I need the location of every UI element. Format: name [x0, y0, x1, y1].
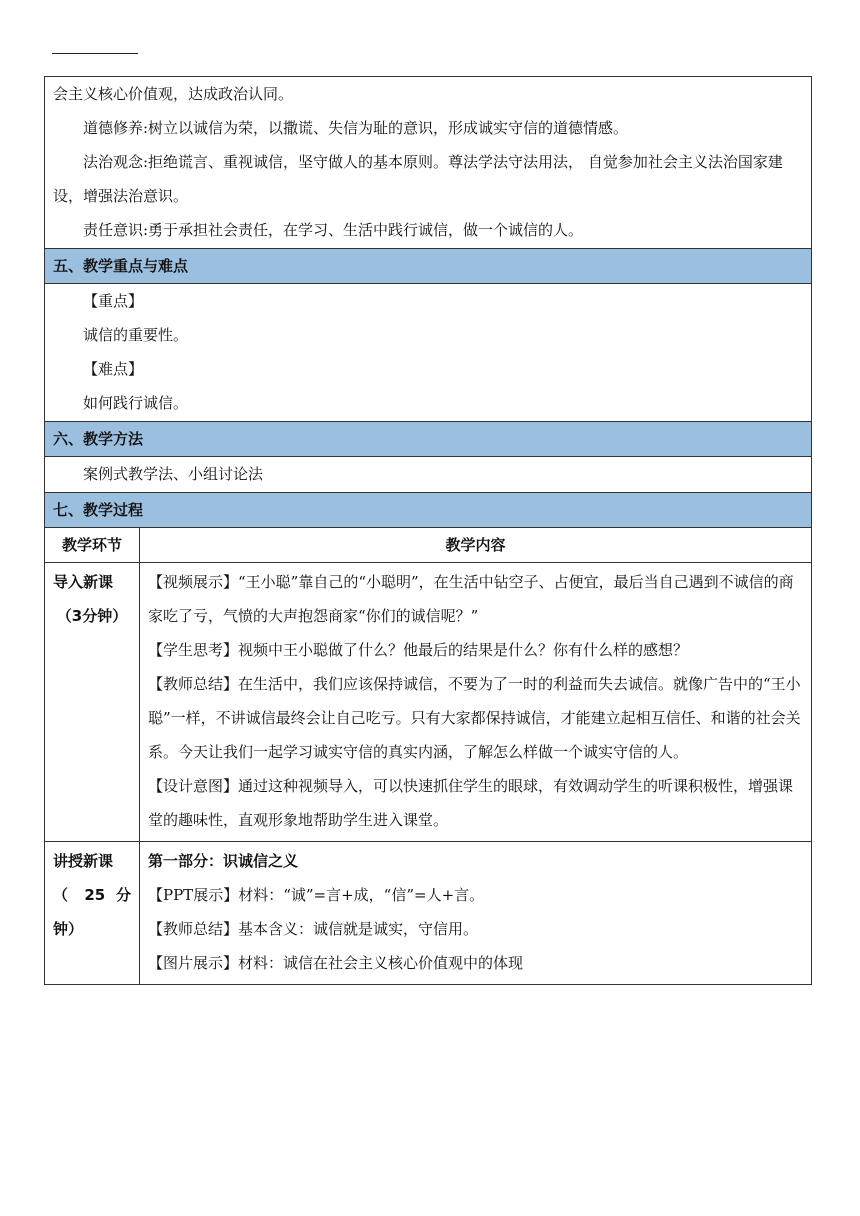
- header-rule: [52, 53, 138, 54]
- section-header-row: [45, 493, 812, 528]
- objective-line: 道德修养:树立以诚信为荣，以撒谎、失信为耻的意识，形成诚实守信的道德情感。: [83, 119, 629, 137]
- objectives-row: [45, 77, 812, 249]
- content-paragraph: 【图片展示】材料：诚信在社会主义核心价值观中的体现: [148, 954, 524, 972]
- methods-row: [45, 457, 812, 493]
- column-header-row: [45, 528, 812, 563]
- column-header-segment: 教学环节: [45, 528, 140, 563]
- segment-name: 讲授新课: [53, 852, 114, 870]
- objective-line: 会主义核心价值观，达成政治认同。: [53, 85, 294, 103]
- column-header-content: 教学内容: [140, 528, 812, 563]
- content-cell: [140, 563, 812, 842]
- difficulty-label: 【难点】: [83, 360, 144, 378]
- content-paragraph: 【设计意图】通过这种视频导入，可以快速抓住学生的眼球，有效调动学生的听课积极性，增强课堂的趣味性，直观形象地帮助学生进入课堂。: [148, 777, 794, 829]
- content-paragraph: 【教师总结】基本含义：诚信就是诚实，守信用。: [148, 920, 479, 938]
- key-point-label: 【重点】: [83, 292, 144, 310]
- lesson-plan-table: [44, 76, 812, 985]
- section-header-row: [45, 422, 812, 457]
- objective-line: 责任意识:勇于承担社会责任，在学习、生活中践行诚信，做一个诚信的人。: [83, 221, 584, 239]
- section-title-key-points: 五、教学重点与难点: [45, 249, 812, 284]
- section-title-methods: 六、教学方法: [45, 422, 812, 457]
- segment-cell: [45, 842, 140, 985]
- key-points-row: [45, 284, 812, 422]
- objective-line: 法治观念:拒绝谎言、重视诚信，坚守做人的基本原则。尊法学法守法用法， 自觉参加社会主义法治国家建设，增强法治意识。: [53, 153, 783, 205]
- content-paragraph: 【视频展示】“王小聪”靠自己的“小聪明”，在生活中钻空子、占便宜，最后当自己遇到不诚信的商家吃了亏，气愤的大声抱怨商家“你们的诚信呢？”: [148, 573, 794, 625]
- segment-duration: （3分钟）: [56, 607, 128, 625]
- segment-cell: [45, 563, 140, 842]
- content-paragraph: 【学生思考】视频中王小聪做了什么？他最后的结果是什么？你有什么样的感想？: [148, 641, 689, 659]
- content-paragraph: 【PPT展示】材料：“诚”=言+成，“信”=人+言。: [148, 886, 485, 904]
- segment-duration: （ 25 分钟）: [53, 886, 131, 938]
- section-title-process: 七、教学过程: [45, 493, 812, 528]
- key-point-text: 诚信的重要性。: [83, 326, 189, 344]
- methods-text: 案例式教学法、小组讨论法: [83, 465, 264, 483]
- section-header-row: [45, 249, 812, 284]
- content-paragraph: 【教师总结】在生活中，我们应该保持诚信，不要为了一时的利益而失去诚信。就像广告中的“王小聪”一样，不讲诚信最终会让自己吃亏。只有大家都保持诚信，才能建立起相互信任、和谐的社会关系。今天让我们一起学习诚实守信的真实内涵，了解怎么样做一个诚实守信的人。: [148, 675, 801, 761]
- segment-name: 导入新课: [53, 573, 114, 591]
- process-row: [45, 842, 812, 985]
- objectives-cell: [45, 77, 812, 249]
- content-heading: 第一部分：识诚信之义: [148, 852, 299, 870]
- difficulty-text: 如何践行诚信。: [83, 394, 189, 412]
- methods-cell: [45, 457, 812, 493]
- content-cell: [140, 842, 812, 985]
- key-points-cell: [45, 284, 812, 422]
- process-row: [45, 563, 812, 842]
